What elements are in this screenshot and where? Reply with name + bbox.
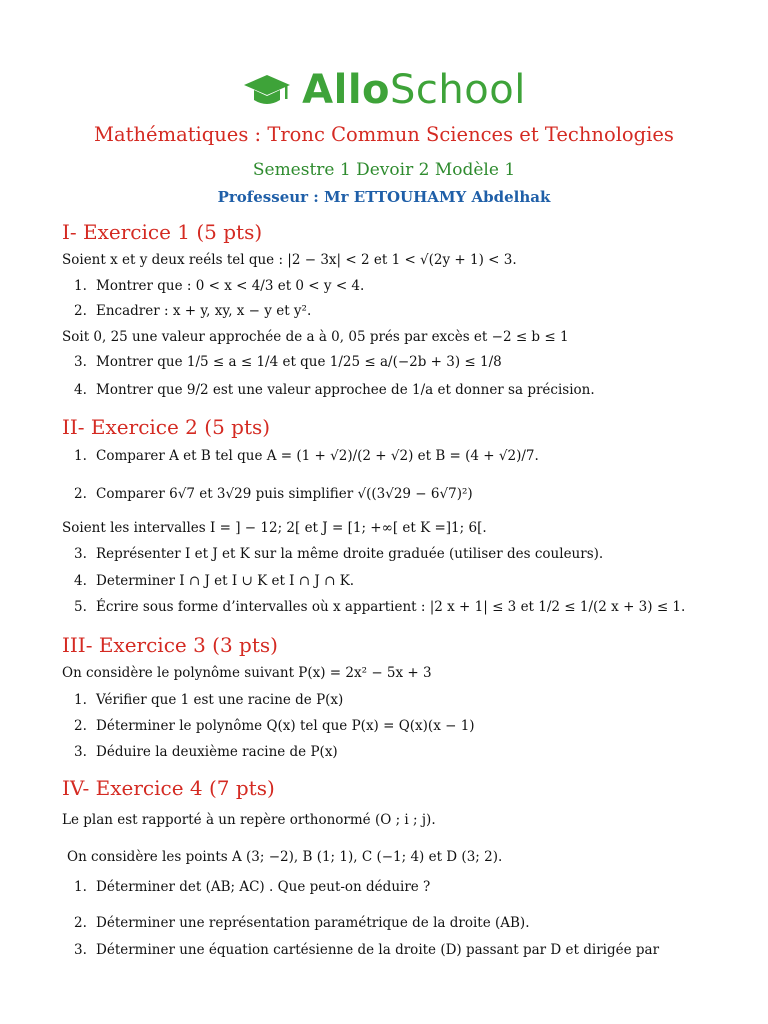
exercise-3-item-3: 3. Déduire la deuxième racine de P(x) [74, 744, 338, 760]
exercise-1-mid: Soit 0, 25 une valeur approchée de a à 0, 05 prés par excès et −2 ≤ b ≤ 1 [62, 329, 569, 345]
exercise-3-title: III- Exercice 3 (3 pts) [62, 633, 278, 657]
teacher-name: Professeur : Mr ETTOUHAMY Abdelhak [217, 188, 551, 206]
exercise-1-item-3: 3. Montrer que 1/5 ≤ a ≤ 1/4 et que 1/25 ≤ a/(−2b + 3) ≤ 1/8 [74, 354, 502, 370]
exercise-4-title: IV- Exercice 4 (7 pts) [62, 776, 275, 800]
exercise-3-intro: On considère le polynôme suivant P(x) = 2x² − 5x + 3 [62, 665, 432, 681]
exercise-1-item-2: 2. Encadrer : x + y, xy, x − y et y². [74, 303, 312, 319]
graduation-cap-icon [242, 71, 292, 109]
exercise-4-item-3: 3. Déterminer une équation cartésienne de la droite (D) passant par D et dirigée par [74, 942, 660, 958]
exercise-2-item-5: 5. Écrire sous forme d’intervalles où x appartient : |2 x + 1| ≤ 3 et 1/2 ≤ 1/(2 x + 3) ≤ 1. [74, 599, 686, 615]
exercise-1-intro: Soient x et y deux reéls tel que : |2 − 3x| < 2 et 1 < √(2y + 1) < 3. [62, 252, 517, 268]
exercise-4-intro: Le plan est rapporté à un repère orthonormé (O ; i ; j). [62, 812, 436, 828]
semester-title: Semestre 1 Devoir 2 Modèle 1 [252, 160, 516, 180]
exercise-1-item-4: 4. Montrer que 9/2 est une valeur approchee de 1/a et donner sa précision. [74, 382, 595, 398]
exercise-2-item-3: 3. Représenter I et J et K sur la même droite graduée (utiliser des couleurs). [74, 546, 604, 562]
exercise-2-mid: Soient les intervalles I = ] − 12; 2[ et J = [1; +∞[ et K =]1; 6[. [62, 520, 487, 536]
exercise-3-item-2: 2. Déterminer le polynôme Q(x) tel que P(x) = Q(x)(x − 1) [74, 718, 475, 734]
exercise-3-item-1: 1. Vérifier que 1 est une racine de P(x) [74, 692, 344, 708]
exercise-2-title: II- Exercice 2 (5 pts) [62, 415, 271, 439]
exercise-4-intro-2: On considère les points A (3; −2), B (1; 1), C (−1; 4) et D (3; 2). [67, 849, 503, 865]
brand-name: AlloSchool [302, 67, 526, 113]
exercise-4-item-2: 2. Déterminer une représentation paramétrique de la droite (AB). [74, 915, 530, 931]
exercise-1-item-1: 1. Montrer que : 0 < x < 4/3 et 0 < y < 4. [74, 278, 365, 294]
subject-title: Mathématiques : Tronc Commun Sciences et Technologies [94, 123, 674, 146]
brand-logo[interactable] [0, 66, 768, 114]
exercise-4-item-1: 1. Déterminer det (AB; AC) . Que peut-on déduire ? [74, 879, 431, 895]
exercise-2-item-2: 2. Comparer 6√7 et 3√29 puis simplifier √((3√29 − 6√7)²) [74, 486, 473, 502]
exercise-1-title: I- Exercice 1 (5 pts) [62, 220, 263, 244]
exercise-2-item-1: 1. Comparer A et B tel que A = (1 + √2)/(2 + √2) et B = (4 + √2)/7. [74, 448, 539, 464]
exercise-2-item-4: 4. Determiner I ∩ J et I ∪ K et I ∩ J ∩ K. [74, 573, 355, 589]
